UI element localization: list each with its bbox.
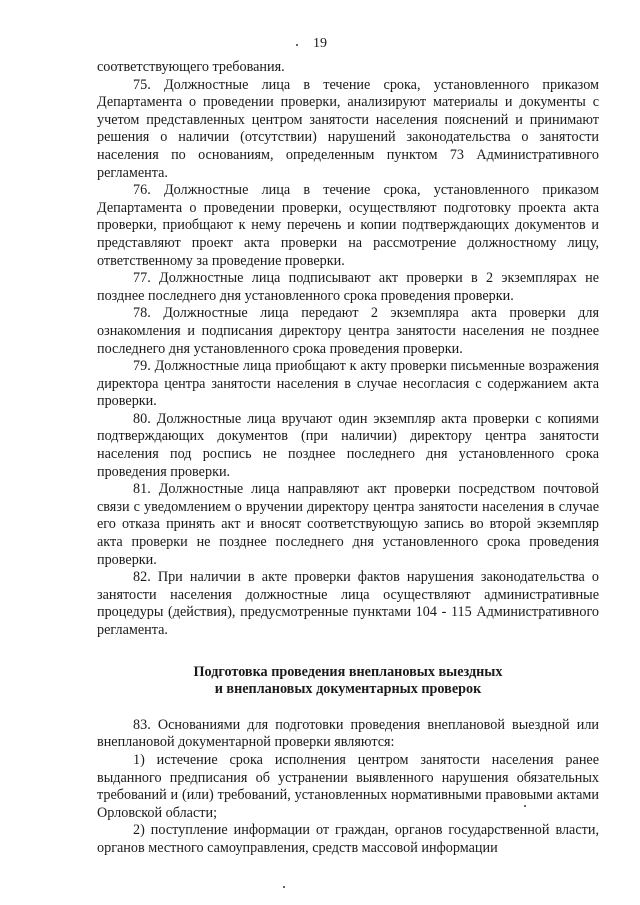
scan-speck xyxy=(296,44,298,46)
paragraph: 78. Должностные лица передают 2 экземпляра акта проверки для ознакомления и подписания директору центра занятости населения не позднее последнего дня установленного срока проведения проверки. xyxy=(97,305,599,357)
paragraph: соответствующего требования. xyxy=(97,59,285,75)
paragraph: 81. Должностные лица направляют акт проверки посредством почтовой связи с уведомлением о вручении директору центра занятости населения в случае его отказа принять акт и вносят соответствующую запись во второй экземпляр акта проверки не позднее последнего дня установленного срока проведения проверки. xyxy=(97,481,599,568)
paragraph: 83. Основаниями для подготовки проведения внеплановой выездной или внеплановой документарной проверки являются: xyxy=(97,716,599,751)
paragraph: 82. При наличии в акте проверки фактов нарушения законодательства о занятости населения должностные лица осуществляют административные процедуры (действия), предусмотренные пунктами 104 - 115 Административного регламента. xyxy=(97,569,599,638)
section-heading xyxy=(97,664,599,699)
scan-speck xyxy=(524,805,526,807)
document-body xyxy=(97,59,599,858)
paragraph: 75. Должностные лица в течение срока, установленного приказом Департамента о проведении проверки, анализируют материалы и документы с учетом представленных центром занятости населения пояснений и принимают решения о наличии (отсутствии) нарушений законодательства о занятости населения по основаниям, определенным пунктом 73 Административного регламента. xyxy=(97,76,599,181)
page-number: 19 xyxy=(313,36,327,51)
paragraph: 1) истечение срока исполнения центром занятости населения ранее выданного предписания об устранении выявленного нарушения обязательных требований и (или) требований, установленных нормативными правовыми актами Орловской области; xyxy=(97,751,599,821)
paragraph: 2) поступление информации от граждан, органов государственной власти, органов местного самоуправления, средств массовой информации xyxy=(97,822,599,856)
paragraphs-before xyxy=(97,59,599,640)
section-heading-line-2: и внеплановых документарных проверок xyxy=(214,681,482,698)
paragraph: 77. Должностные лица подписывают акт проверки в 2 экземплярах не позднее последнего дня установленного срока проведения проверки. xyxy=(97,270,599,304)
paragraph: 76. Должностные лица в течение срока, установленного приказом Департамента о проведении проверки, осуществляют подготовку проекта акта проверки, приобщают к нему перечень и копии подтверждающих документов и представляют проект акта проверки на рассмотрение должностному лицу, ответственному за проведение проверки. xyxy=(97,182,599,269)
section-heading-line-1: Подготовка проведения внеплановых выездных xyxy=(193,663,503,680)
paragraph: 80. Должностные лица вручают один экземпляр акта проверки с копиями подтверждающих документов (при наличии) директору центра занятости населения под роспись не позднее последнего дня установленного срока проведения проверки. xyxy=(97,410,599,480)
scan-speck xyxy=(283,886,285,888)
paragraph: 79. Должностные лица приобщают к акту проверки письменные возражения директора центра занятости населения в случае несогласия с содержанием акта проверки. xyxy=(97,358,599,410)
paragraphs-after xyxy=(97,717,599,858)
